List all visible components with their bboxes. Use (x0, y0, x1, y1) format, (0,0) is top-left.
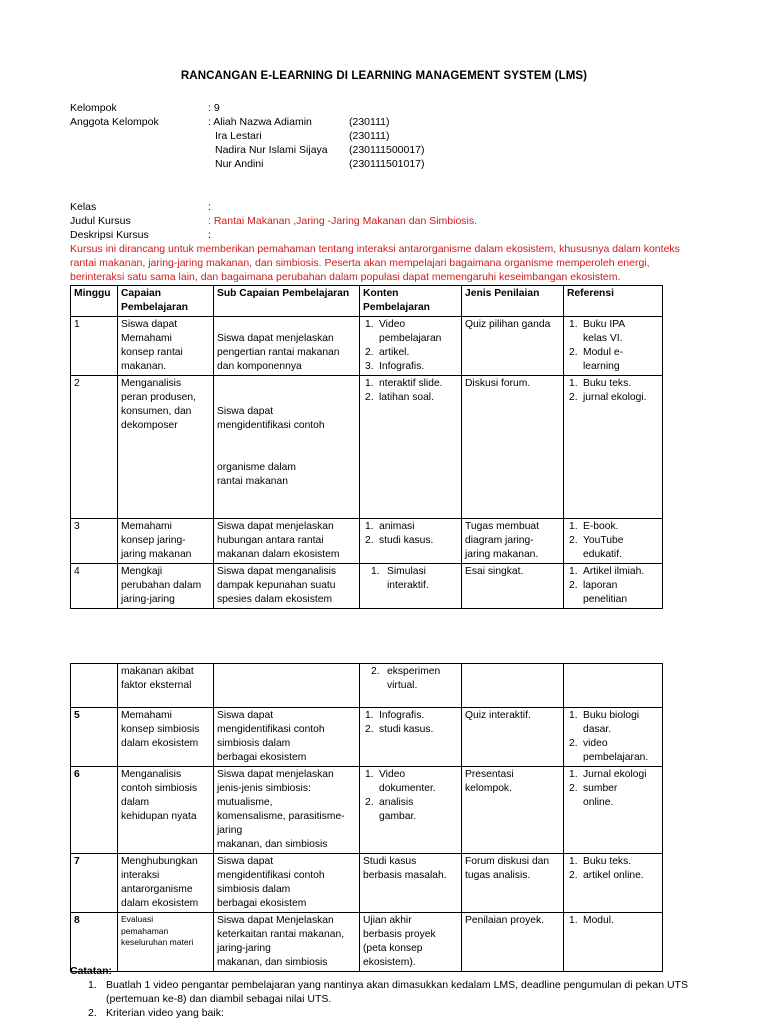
deskripsi-label: Deskripsi Kursus (70, 229, 149, 241)
capaian-cell: Mengkaji perubahan dalam jaring-jaring (118, 564, 214, 609)
document-title: RANCANGAN E-LEARNING DI LEARNING MANAGEMENT SYSTEM (LMS) (180, 70, 588, 82)
penilaian-cell: Penilaian proyek. (462, 913, 564, 972)
member-name: Nur Andini (215, 158, 264, 170)
konten-cell: Ujian akhir berbasis proyek (peta konsep ekosistem). (360, 913, 462, 972)
referensi-cell: 1. Buku teks. 2. jurnal ekologi. (564, 376, 663, 519)
deskripsi-value: : (208, 229, 211, 241)
members-label: Anggota Kelompok (70, 116, 159, 128)
member-name: : Aliah Nazwa Adiamin (208, 116, 312, 128)
sub-capaian-cell (214, 664, 360, 708)
table-row (71, 708, 663, 767)
penilaian-cell (462, 664, 564, 708)
header-cell: Konten Pembelajaran (360, 286, 462, 317)
konten-cell: Studi kasus berbasis masalah. (360, 854, 462, 913)
member-id: (230111500017) (349, 144, 425, 156)
member-id: (230111501017) (349, 158, 425, 170)
member-id: (230111) (349, 116, 390, 128)
description-line: rantai makanan, jaring-jaring makanan, dan simbiosis. Peserta akan mempelajari bagaimana organisme memperoleh energi, (70, 257, 650, 269)
group-label: Kelompok (70, 102, 117, 114)
capaian-cell: Menganalisis contoh simbiosis dalam kehidupan nyata (118, 767, 214, 854)
referensi-cell: 1. E-book. 2. YouTube edukatif. (564, 519, 663, 564)
member-name: Ira Lestari (215, 130, 262, 142)
konten-cell: 1. Video dokumenter. 2. analisis gambar. (360, 767, 462, 854)
sub-capaian-cell: Siswa dapat menganalisis dampak kepunahan suatu spesies dalam ekosistem (214, 564, 360, 609)
notes-item: 1. Buatlah 1 video pengantar pembelajaran yang nantinya akan dimasukkan kedalam LMS, deadline pengumulan di pekan UTS (pertemuan ke-8) dan diambil sebagai nilai UTS. 2. Kriterian video yang baik: (88, 979, 688, 1019)
week-cell: 7 (71, 854, 118, 913)
table-row (71, 376, 663, 519)
referensi-cell: 1. Jurnal ekologi 2. sumber online. (564, 767, 663, 854)
penilaian-cell: Forum diskusi dan tugas analisis. (462, 854, 564, 913)
capaian-cell: Siswa dapat Memahami konsep rantai makanan. (118, 317, 214, 376)
week-cell (71, 664, 118, 708)
week-cell: 2 (71, 376, 118, 519)
header-cell: Sub Capaian Pembelajaran (214, 286, 360, 317)
konten-cell: 1. Video pembelajaran 2. artikel. 3. Infografis. (360, 317, 462, 376)
konten-cell: 2. eksperimen virtual. (360, 664, 462, 708)
week-cell: 5 (71, 708, 118, 767)
notes-label: Catatan: (70, 965, 113, 977)
konten-cell: 1. nteraktif slide. 2. latihan soal. (360, 376, 462, 519)
kelas-value: : (208, 201, 211, 213)
konten-cell: 1. animasi 2. studi kasus. (360, 519, 462, 564)
header-cell: Capaian Pembelajaran (118, 286, 214, 317)
week-cell: 4 (71, 564, 118, 609)
capaian-cell: Menganalisis peran produsen, konsumen, dan dekomposer (118, 376, 214, 519)
judul-value: : Rantai Makanan ,Jaring -Jaring Makanan dan Simbiosis. (208, 215, 478, 227)
week-cell: 6 (71, 767, 118, 854)
kelas-label: Kelas (70, 201, 97, 213)
capaian-cell: makanan akibat faktor eksternal (118, 664, 214, 708)
group-value: : 9 (208, 102, 220, 114)
capaian-cell: Evaluasi pemahaman keseluruhan materi (118, 913, 214, 972)
week-cell: 3 (71, 519, 118, 564)
capaian-cell: Memahami konsep jaring- jaring makanan (118, 519, 214, 564)
referensi-cell: 1. Buku biologi dasar. 2. video pembelajaran. (564, 708, 663, 767)
penilaian-cell: Quiz pilihan ganda (462, 317, 564, 376)
member-name: Nadira Nur Islami Sijaya (215, 144, 328, 156)
week-cell: 1 (71, 317, 118, 376)
table-row (71, 317, 663, 376)
referensi-cell: 1. Buku IPA kelas VI. 2. Modul e- learning (564, 317, 663, 376)
penilaian-cell: Presentasi kelompok. (462, 767, 564, 854)
table-row (71, 664, 663, 708)
referensi-cell: 1. Artikel ilmiah. 2. laporan penelitian (564, 564, 663, 609)
penilaian-cell: Diskusi forum. (462, 376, 564, 519)
header-cell: Minggu (71, 286, 118, 317)
table-row (71, 913, 663, 972)
header-cell: Jenis Penilaian (462, 286, 564, 317)
plan-table-part1 (70, 285, 663, 609)
penilaian-cell: Esai singkat. (462, 564, 564, 609)
table-header-row (71, 286, 663, 317)
table-row (71, 519, 663, 564)
description-line: Kursus ini dirancang untuk memberikan pemahaman tentang interaksi antarorganisme dalam ekosistem, khususnya dalam konteks (70, 243, 680, 255)
sub-capaian-cell: Siswa dapat menjelaskan pengertian rantai makanan dan komponennya (214, 317, 360, 376)
member-id: (230111) (349, 130, 390, 142)
header-cell: Referensi (564, 286, 663, 317)
referensi-cell: 1. Buku teks. 2. artikel online. (564, 854, 663, 913)
sub-capaian-cell: Siswa dapat mengidentifikasi contoh simbiosis dalam berbagai ekosistem (214, 854, 360, 913)
penilaian-cell: Tugas membuat diagram jaring- jaring makanan. (462, 519, 564, 564)
sub-capaian-cell: Siswa dapat menjelaskan hubungan antara rantai makanan dalam ekosistem (214, 519, 360, 564)
konten-cell: 1. Infografis. 2. studi kasus. (360, 708, 462, 767)
konten-cell: 1. Simulasi interaktif. (360, 564, 462, 609)
description-line: berinteraksi satu sama lain, dan bagaimana perubahan dalam populasi dapat memengaruhi keseimbangan ekosistem. (70, 271, 621, 283)
sub-capaian-cell: Siswa dapat mengidentifikasi contoh simbiosis dalam berbagai ekosistem (214, 708, 360, 767)
table-row (71, 854, 663, 913)
penilaian-cell: Quiz interaktif. (462, 708, 564, 767)
sub-capaian-cell: Siswa dapat Menjelaskan keterkaitan rantai makanan, jaring-jaring makanan, dan simbiosis (214, 913, 360, 972)
referensi-cell: 1. Modul. (564, 913, 663, 972)
week-cell: 8 (71, 913, 118, 972)
judul-label: Judul Kursus (70, 215, 131, 227)
plan-table-part2 (70, 663, 663, 972)
table-row (71, 564, 663, 609)
sub-capaian-cell: Siswa dapat menjelaskan jenis-jenis simbiosis: mutualisme, komensalisme, parasitisme- jaring makanan, dan simbiosis (214, 767, 360, 854)
referensi-cell (564, 664, 663, 708)
sub-capaian-cell: Siswa dapat mengidentifikasi contoh organisme dalam rantai makanan (214, 376, 360, 519)
capaian-cell: Memahami konsep simbiosis dalam ekosistem (118, 708, 214, 767)
table-row (71, 767, 663, 854)
capaian-cell: Menghubungkan interaksi antarorganisme dalam ekosistem (118, 854, 214, 913)
